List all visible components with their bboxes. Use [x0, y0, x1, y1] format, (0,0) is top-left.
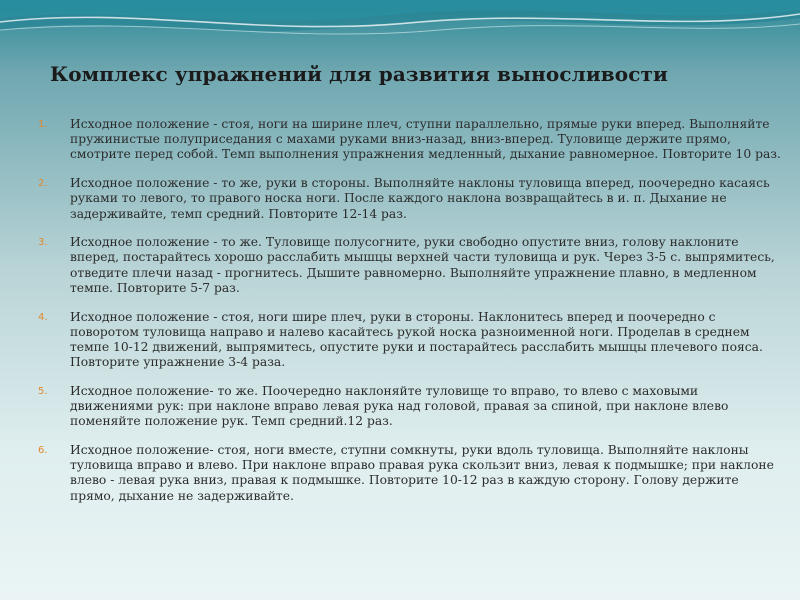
slide-title: Комплекс упражнений для развития выносливости	[50, 62, 668, 86]
list-item-number: 1.	[38, 119, 48, 130]
list-item-number: 3.	[38, 237, 48, 249]
list-item	[38, 235, 783, 296]
list-item-text: Исходное положение- то же. Поочередно наклоняйте туловище то вправо, то влево с маховыми движениями рук: при наклоне вправо левая рука над головой, правая за спиной, при наклоне влево поменяйте положение рук. Темп средний.12 раз.	[70, 383, 729, 429]
list-item-number: 6.	[38, 444, 48, 456]
list-item-text: Исходное положение- стоя, ноги вместе, ступни сомкнуты, руки вдоль туловища. Выполняйте наклоны туловища вправо и влево. При наклоне вправо правая рука скользит вниз, левая к подмышке; при наклоне влево - левая рука вниз, правая к подмышке. Повторите 10-12 раз в каждую сторону. Голову держите прямо, дыхание не задерживайте.	[70, 442, 774, 503]
list-item	[38, 176, 783, 222]
list-item	[38, 384, 783, 430]
list-item-text: Исходное положение - стоя, ноги на ширине плеч, ступни параллельно, прямые руки вперед. Выполняйте пружинистые полуприседания с махами руками вниз-назад, вниз-вперед. Туловище держите прямо, смотрите перед собой. Темп выполнения упражнения медленный, дыхание равномерное. Повторите 10 раз.	[70, 117, 781, 162]
list-item-number: 5.	[38, 385, 48, 397]
exercise-list	[38, 117, 783, 517]
list-item-number: 2.	[38, 178, 48, 190]
list-item-text: Исходное положение - то же, руки в стороны. Выполняйте наклоны туловища вперед, поочередно касаясь руками то левого, то правого носка ноги. После каждого наклона возвращайтесь в и. п. Дыхание не задерживайте, темп средний. Повторите 12-14 раз.	[70, 176, 770, 221]
list-item	[38, 310, 783, 371]
list-item-number: 4.	[38, 311, 48, 323]
list-item-text: Исходное положение - то же. Туловище полусогните, руки свободно опустите вниз, голову наклоните вперед, постарайтесь хорошо расслабить мышцы верхней части туловища и рук. Через 3-5 с. выпрямитесь, отведите плечи назад - прогнитесь. Дышите равномерно. Выполняйте упражнение плавно, в медленном темпе. Повторите 5-7 раз.	[70, 235, 775, 295]
wave-decoration	[0, 0, 800, 60]
list-item	[38, 443, 783, 504]
list-item-text: Исходное положение - стоя, ноги шире плеч, руки в стороны. Наклонитесь вперед и поочередно с поворотом туловища направо и налево касайтесь рукой носка разноименной ноги. Проделав в среднем темпе 10-12 движений, выпрямитесь, опустите руки и постарайтесь расслабить мышцы плечевого пояса. Повторите упражнение 3-4 раза.	[70, 309, 763, 370]
list-item	[38, 117, 783, 163]
